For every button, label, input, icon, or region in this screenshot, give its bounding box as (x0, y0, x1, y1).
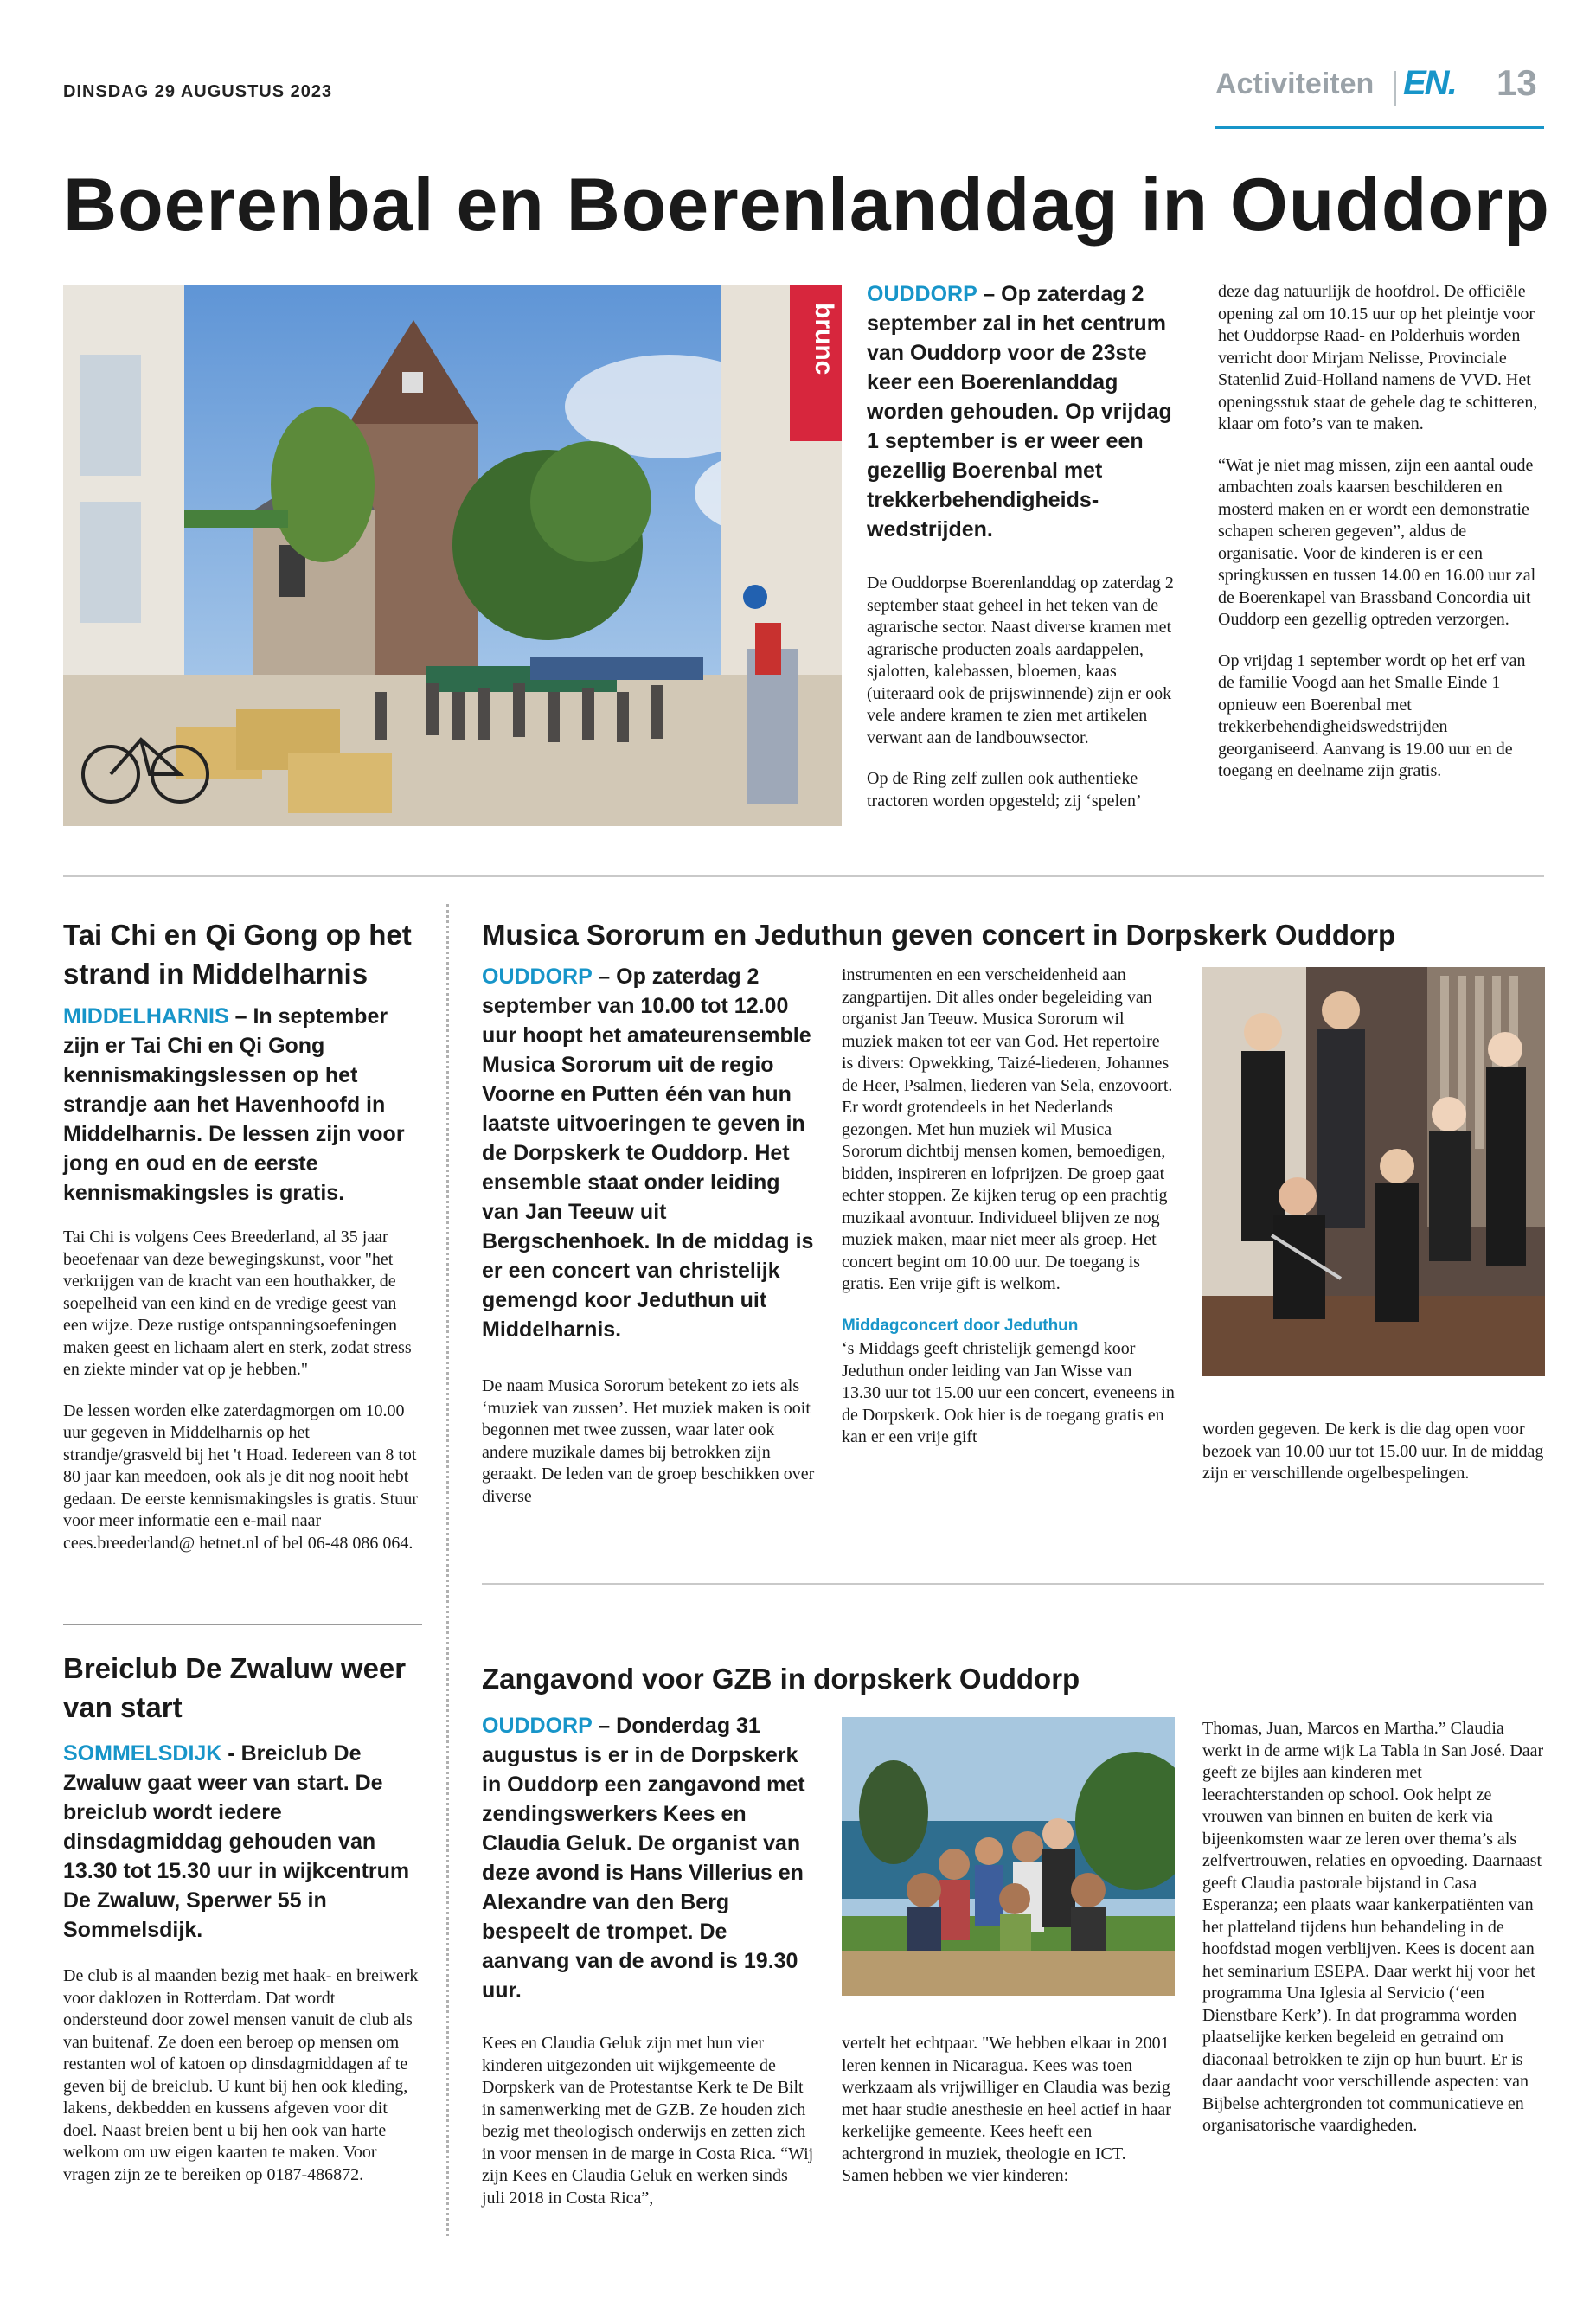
musica-col1: De naam Musica Sororum betekent zo iets als ‘muziek van zussen’. Het muziek maken is ooit begonnen met twee zussen, waar later ook andere muzikale dames bij betrokken zijn geraakt. De leden van de groep beschikken over diverse (482, 1376, 815, 1506)
zangavond-title: Zangavond voor GZB in dorpskerk Ouddorp (482, 1663, 1080, 1695)
section-divider (482, 1583, 1544, 1585)
dateline-city: OUDDORP (867, 282, 977, 306)
taichi-lead: MIDDELHARNIS – In september zijn er Tai Chi en Qi Gong kennismakingslessen op het strandje aan het Havenhoofd in Middelharnis. De lessen zijn voor jong en oud en de eerste kennismakingsles is gratis. (63, 1004, 405, 1205)
main-article-col2 (1218, 281, 1545, 802)
section-divider (63, 875, 1544, 877)
column-divider (446, 904, 449, 2236)
paragraph: ‘s Middags geeft christelijk gemengd koor Jeduthun onder leiding van Jan Wisse van 13.30 uur tot 15.00 uur een concert, eveneens in de Dorpskerk. Ook hier is de toegang gratis en kan er een vrije gift (842, 1339, 1175, 1446)
paragraph: De lessen worden elke zaterdagmorgen om 10.00 uur gegeven in Middelharnis op het strandje/grasveld bij het 't Hoad. Iedereen van 8 tot 80 jaar kan meedoen, ook als je dit nog nooit hebt gedaan. De eerste kennismakingsles is gratis. Stuur voor meer informatie een e-mail naar cees.breederland@ hetnet.nl of bel 06-48 086 064. (63, 1400, 418, 1553)
section-divider (63, 1624, 422, 1625)
main-article-photo (63, 285, 842, 826)
newspaper-logo[interactable]: EN. (1403, 64, 1456, 102)
paragraph: Tai Chi is volgens Cees Breederland, al 35 jaar beoefenaar van deze bewegingskunst, voor "het verkrijgen van de kracht van een houthakker, de soepelheid van een kind en de vredige geest van een wijze. Deze rustige ontspanningsoefeningen maken geest en lichaam alert en sterk, zodat stress en ziekte minder vat op je hebben." (63, 1227, 412, 1379)
main-headline: Boerenbal en Boerenlanddag in Ouddorp (63, 163, 1550, 247)
shop-sign-text: brunc (810, 303, 838, 375)
breiclub-body: De club is al maanden bezig met haak- en breiwerk voor daklozen in Rotterdam. Dat wordt ondersteund door zowel mensen vanuit de club als van buitenaf. Ze doen een beroep op mensen om restanten wol of katoen op dinsdagmiddagen af te geven bij de breiclub. U kunt bij hen ook kleding, lakens, dekbedden en kussens afgeven voor dit doel. Naast breien bent u bij hen ook van harte welkom om uw eigen kaarten te maken. Voor vragen zijn ze te bereiken op 0187-486872. (63, 1966, 419, 2184)
header-divider (1394, 71, 1396, 106)
taichi-body (63, 1227, 422, 1574)
taichi-title: Tai Chi en Qi Gong op het strand in Middelharnis (63, 919, 412, 990)
main-article-lead: OUDDORP – Op zaterdag 2 september zal in het centrum van Ouddorp voor de 23ste keer een Boerenlanddag worden gehouden. Op vrijdag 1 september is er weer een gezellig Boerenbal met trekkerbehendigheidswedstrijden. (867, 282, 1172, 542)
main-article-col1 (867, 573, 1187, 831)
paragraph: deze dag natuurlijk de hoofdrol. De officiële opening zal om 10.15 uur op het pleintje voor het Ouddorpse Raad- en Polderhuis worden verricht door Mirjam Nelisse, Provinciale Statenlid Zuid-Holland namens de VVD. Het openingsstuk staat de gehele dag te schitteren, klaar om foto’s van te maken. (1218, 282, 1538, 433)
issue-date: DINSDAG 29 AUGUSTUS 2023 (63, 82, 333, 101)
dateline-city: OUDDORP (482, 1714, 593, 1738)
musica-subhead: Middagconcert door Jeduthun (842, 1316, 1079, 1335)
zangavond-family-photo (842, 1717, 1175, 1996)
musica-title: Musica Sororum en Jeduthun geven concert in Dorpskerk Ouddorp (482, 919, 1396, 951)
zangavond-col2: vertelt het echtpaar. "We hebben elkaar in 2001 leren kennen in Nicaragua. Kees was toen werkzaam als vrijwilliger en Claudia was bezig met haar studie anesthesie en heel actief in haar kerkelijke gemeente. Kees heeft een achtergrond in muziek, theologie en ICT. Samen hebben we vier kinderen: (842, 2034, 1171, 2185)
paragraph: “Wat je niet mag missen, zijn een aantal oude ambachten zoals kaarsen beschilderen en mosterd maken en er wordt een demonstratie schapen scheren gegeven”, aldus de organisatie. Voor de kinderen is er een springkussen en tussen 14.00 en 16.00 uur zal de Boerenkapel van Brassband Concordia uit Ouddorp een gezellig optreden verzorgen. (1218, 455, 1536, 629)
dateline-city: OUDDORP (482, 965, 593, 989)
paragraph: instrumenten en een verscheidenheid aan zangpartijen. Dit alles onder begeleiding van organist Jan Teeuw. Musica Sororum wil muziek maken tot eer van God. Het repertoire is divers: Opwekking, Taizé-liederen, Johannes de Heer, Psalmen, liederen van Sela, enzovoort. Er wordt grotendeels in het Nederlands gezongen. Met hun muziek wil Musica Sororum dichtbij mensen komen, bemoedigen, bidden, inspireren en lofprijzen. De groep gaat echter stoppen. Ze kijken terug op een prachtig muzikaal avontuur. Individueel blijven ze nog muziek maken, maar niet meer als groep. Het concert begint om 10.00 uur. De toegang is gratis. Een vrije gift is welkom. (842, 965, 1173, 1293)
dateline-city: SOMMELSDIJK (63, 1741, 222, 1766)
paragraph: De Ouddorpse Boerenlanddag op zaterdag 2 september staat geheel in het teken van de agrarische sector. Naast diverse kramen met agrarische producten zoals aardappelen, sjalotten, kalebassen, bloemen, kaas (uiteraard ook de prijswinnende) zijn er ook vele andere kramen te zien met artikelen verwant aan de landbouwsector. (867, 574, 1174, 747)
dateline-city: MIDDELHARNIS (63, 1004, 229, 1029)
paragraph: Op vrijdag 1 september wordt op het erf van de familie Voogd aan het Smalle Einde 1 opnieuw een Boerenbal met trekkerbehendigheidswedstrijden georganiseerd. Aanvang is 19.00 uur en de toegang en deelname zijn gratis. (1218, 651, 1526, 780)
zangavond-col1: Kees en Claudia Geluk zijn met hun vier kinderen uitgezonden uit wijkgemeente de Dorpskerk van de Protestantse Kerk te De Bilt in samenwerking met de GZB. Ze houden zich bezig met theologisch onderwijs en zetten zich in voor mensen in de marge in Costa Rica. “Wij zijn Kees en Claudia Geluk en werken sinds juli 2018 in Costa Rica”, (482, 2034, 814, 2208)
zangavond-lead: OUDDORP – Donderdag 31 augustus is er in de Dorpskerk in Ouddorp een zangavond met zendingswerkers Kees en Claudia Geluk. De organist van deze avond is Hans Villerius en Alexandre van den Berg bespeelt de trompet. De aanvang van de avond is 19.30 uur. (482, 1714, 805, 2003)
breiclub-title: Breiclub De Zwaluw weer van start (63, 1652, 407, 1723)
musica-lead: OUDDORP – Op zaterdag 2 september van 10.00 tot 12.00 uur hoopt het amateurensemble Musica Sororum uit de regio Voorne en Putten één van hun laatste uitvoeringen te geven in de Dorpskerk te Ouddorp. Het ensemble staat onder leiding van Jan Teeuw uit Bergschenhoek. In de middag is er een concert van christelijk gemengd koor Jeduthun uit Middelharnis. (482, 965, 814, 1342)
zangavond-col3: Thomas, Juan, Marcos en Martha.” Claudia werkt in de arme wijk La Tabla in San José. Daar geeft ze bijles aan kinderen met leerachterstanden op school. Ook helpt ze vrouwen van binnen en buiten de kerk via bijeenkomsten waar ze leren over thema’s als zelfvertrouwen, relaties en opvoeding. Daarnaast geeft Claudia pastorale bijstand in Casa Esperanza; een plaats waar kankerpatiënten van het platteland tijdens hun behandeling in de hoofdstad mogen verblijven. Kees is docent aan het seminarium ESEPA. Daar werkt hij voor het programma Una Iglesia al Servicio (‘een Dienstbare Kerk’). In dat programma worden plaatselijke kerken begeleid en getraind om diaconaal betrokken te zijn op hun buurt. Er is daar aandacht voor verschillende aspecten: van Bijbelse achtergronden tot communicatieve en organisatorische vaardigheden. (1202, 1719, 1544, 2135)
musica-col3: worden gegeven. De kerk is die dag open voor bezoek van 10.00 uur tot 15.00 uur. In de middag zijn er verschillende orgelbespelingen. (1202, 1420, 1544, 1483)
musica-col2 (842, 965, 1175, 1449)
section-label[interactable]: Activiteiten (1215, 67, 1375, 100)
breiclub-lead: SOMMELSDIJK - Breiclub De Zwaluw gaat weer van start. De breiclub wordt iedere dinsdagmiddag gehouden van 13.30 tot 15.30 uur in wijkcentrum De Zwaluw, Sperwer 55 in Sommelsdijk. (63, 1741, 410, 1942)
musica-group-photo (1202, 967, 1545, 1376)
header-rule (1215, 126, 1544, 129)
page-number: 13 (1497, 62, 1537, 103)
paragraph: Op de Ring zelf zullen ook authentieke tractoren worden opgesteld; zij ‘spelen’ (867, 769, 1142, 811)
